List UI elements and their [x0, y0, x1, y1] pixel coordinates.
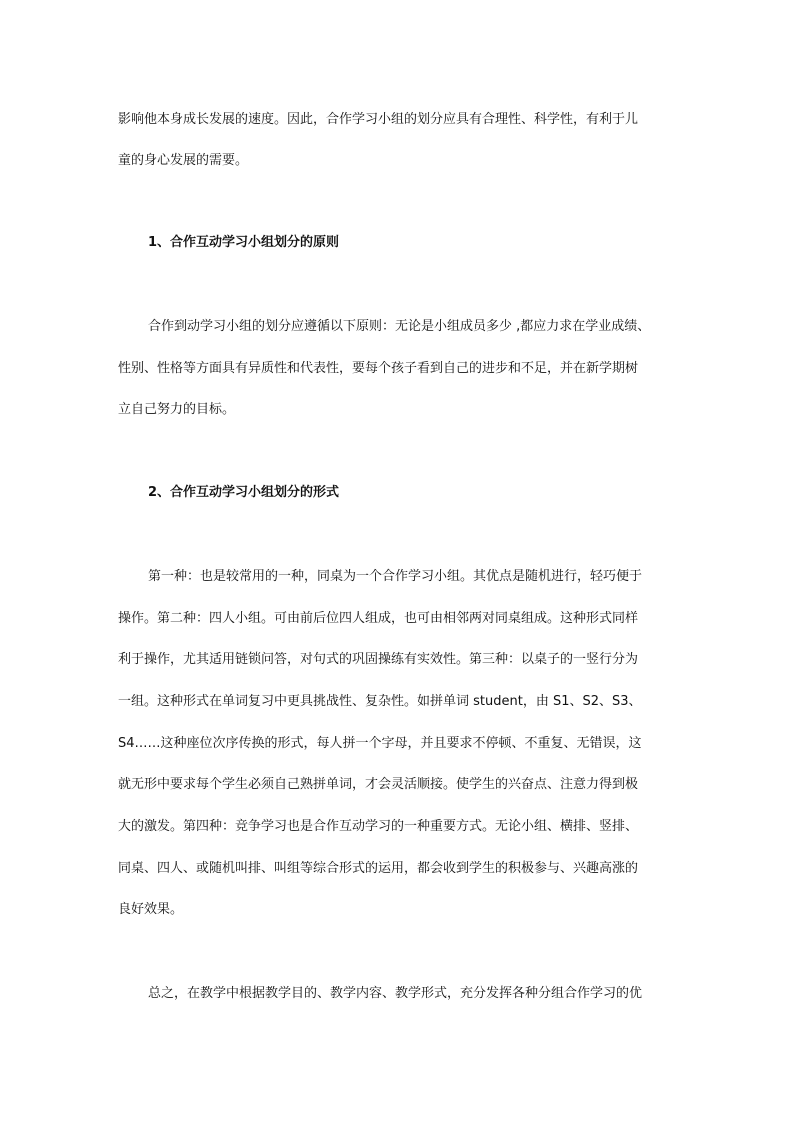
- section2-line-9: 良好效果。: [118, 902, 184, 917]
- section2-line-2: 操作。第二种：四人小组。可由前后位四人组成，也可由相邻两对同桌组成。这种形式同样: [118, 611, 639, 626]
- section1-heading: 1、合作互动学习小组划分的原则: [148, 235, 340, 250]
- intro-line-1: 影响他本身成长发展的速度。因此，合作学习小组的划分应具有合理性、科学性，有利于儿: [118, 112, 639, 127]
- section1-line-3: 立自己努力的目标。: [118, 402, 236, 417]
- section2-line-4: 一组。这种形式在单词复习中更具挑战性、复杂性。如拼单词 student，由 S1、S2、S3、: [118, 694, 642, 709]
- section2-line-1: 第一种：也是较常用的一种，同桌为一个合作学习小组。其优点是随机进行，轻巧便于: [148, 569, 643, 584]
- section2-heading: 2、合作互动学习小组划分的形式: [148, 485, 340, 500]
- section2-line-7: 大的激发。第四种：竞争学习也是合作互动学习的一种重要方式。无论小组、横排、竖排、: [118, 819, 639, 834]
- section2-line-5: S4……这种座位次序传换的形式，每人拼一个字母，并且要求不停顿、不重复、无错误，这: [118, 736, 642, 751]
- conclusion-line-1: 总之，在教学中根据教学目的、教学内容、教学形式，充分发挥各种分组合作学习的优: [148, 986, 643, 1001]
- intro-line-2: 童的身心发展的需要。: [118, 153, 249, 168]
- section2-line-8: 同桌、四人、或随机叫排、叫组等综合形式的运用，都会收到学生的积极参与、兴趣高涨的: [118, 861, 639, 876]
- section1-line-2: 性别、性格等方面具有异质性和代表性，要每个孩子看到自己的进步和不足，并在新学期树: [118, 361, 639, 376]
- section1-line-1: 合作到动学习小组的划分应遵循以下原则：无论是小组成员多少 ,都应力求在学业成绩、: [148, 319, 651, 334]
- section2-line-6: 就无形中要求每个学生必须自己熟拼单词，才会灵活顺接。使学生的兴奋点、注意力得到极: [118, 777, 639, 792]
- section2-line-3: 利于操作，尤其适用链锁问答，对句式的巩固操练有实效性。第三种：以桌子的一竖行分为: [118, 652, 639, 667]
